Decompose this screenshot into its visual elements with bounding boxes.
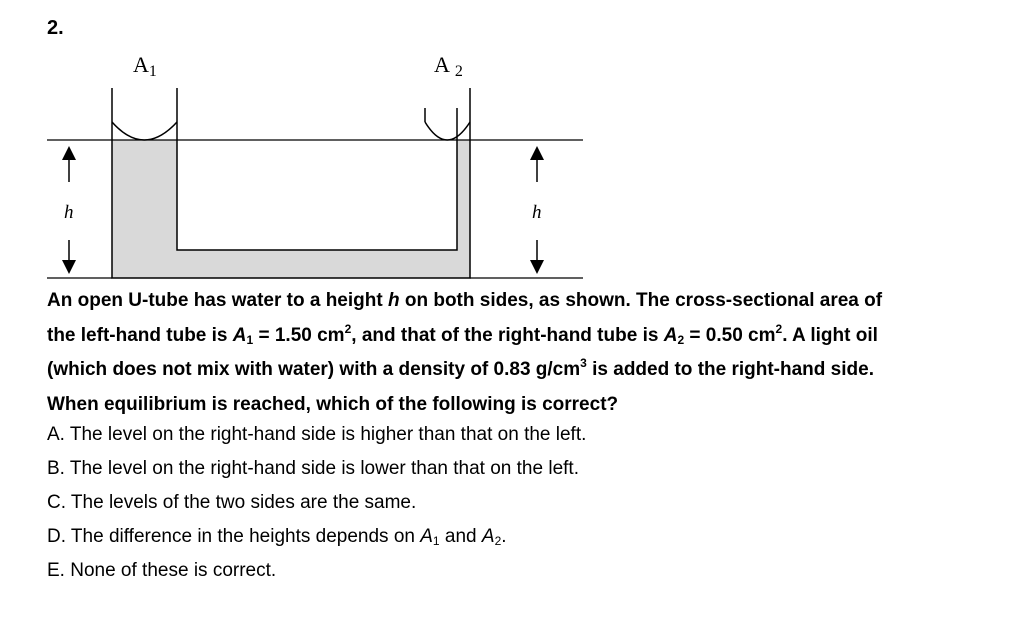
label-h-left: h <box>64 202 74 223</box>
question-number: 2. <box>47 17 64 39</box>
question-line-2: the left-hand tube is $A_1 = 1.50$ $cm^2$, and that of the right-hand tube is $A_2 = 0.50$ $cm^2$. A light oil <box>47 321 878 347</box>
label-a2: A 2 <box>434 52 463 80</box>
label-a1: A1 <box>133 52 157 80</box>
meniscus-right <box>425 122 470 140</box>
water-fill <box>112 140 470 278</box>
question-line-3: (which does not mix with water) with a density of 0.83 $g/cm^3$ is added to the right-hand side. <box>47 356 874 380</box>
question-text <box>47 284 1007 422</box>
label-h-right: h <box>532 202 542 223</box>
u-tube-figure <box>0 0 1024 290</box>
option-e[interactable]: E. None of these is correct. <box>47 560 277 581</box>
option-c[interactable]: C. The levels of the two sides are the same. <box>47 492 417 513</box>
answer-options <box>47 418 947 588</box>
question-line-4: When equilibrium is reached, which of the following is correct? <box>47 393 619 415</box>
meniscus-left <box>112 122 177 140</box>
question-line-1: An open U-tube has water to a height h on both sides, as shown. The cross-sectional area of <box>47 290 883 311</box>
option-d[interactable]: D. The difference in the heights depends on $A_1$ and $A_2$. <box>47 526 507 548</box>
option-b[interactable]: B. The level on the right-hand side is lower than that on the left. <box>47 458 579 479</box>
option-a[interactable]: A. The level on the right-hand side is higher than that on the left. <box>47 424 587 445</box>
